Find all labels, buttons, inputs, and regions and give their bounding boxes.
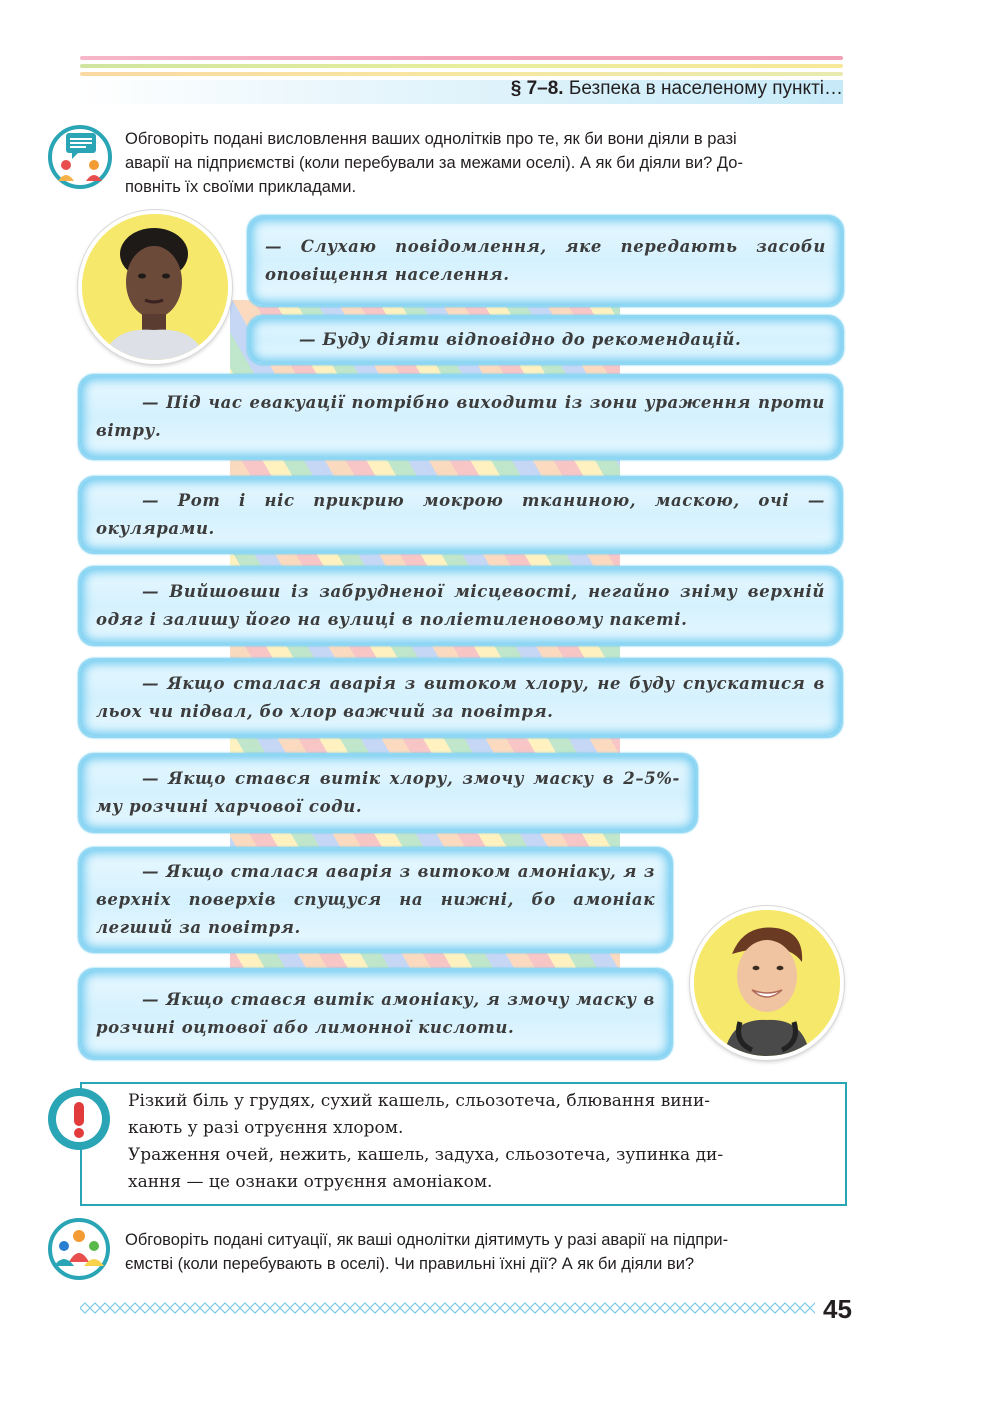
- header-stripe-yellow: [80, 72, 843, 76]
- speech-bubble: — Вийшовши із забрудненої місцевості, негайно зніму верхній одяг і залишу його на вулиці в поліетиленовому пакеті.: [78, 566, 843, 646]
- speech-bubble: — Якщо стався витік амоніаку, я змочу маску в розчині оцтової або лимонної кислоти.: [78, 968, 673, 1060]
- group-icon: [48, 1218, 110, 1280]
- girl-avatar: [78, 210, 232, 364]
- outro-line: ємстві (коли перебувають в оселі). Чи правильні їхні дії? А як би діяли ви?: [125, 1255, 695, 1273]
- intro-line: Обговоріть подані висловлення ваших однолітків про те, як би вони діяли в разі: [125, 130, 737, 148]
- exclamation-icon: [48, 1088, 110, 1150]
- warning-text: [128, 1088, 821, 1196]
- speech-bubble: — Якщо стався витік хлору, змочу маску в 2–5%-му розчині харчової соди.: [78, 753, 698, 833]
- speech-bubble: — Рот і ніс прикрию мокрою тканиною, маскою, очі — окулярами.: [78, 476, 843, 554]
- warning-line: кають у разі отруєння хлором.: [128, 1118, 404, 1138]
- intro-line: повніть їх своїми прикладами.: [125, 178, 357, 196]
- intro-paragraph: [125, 127, 845, 199]
- warning-line: Ураження очей, нежить, кашель, задуха, сльозотеча, зупинка ди-: [128, 1145, 724, 1165]
- speech-bubble: — Під час евакуації потрібно виходити із зони ураження проти вітру.: [78, 374, 843, 460]
- boy-avatar: [690, 906, 844, 1060]
- outro-line: Обговоріть подані ситуації, як ваші однолітки діятимуть у разі аварії на підпри-: [125, 1231, 729, 1249]
- speech-bubble: — Якщо сталася аварія з витоком амоніаку, я з верхніх поверхів спущуся на нижні, бо амоніак легший за повітря.: [78, 847, 673, 953]
- discussion-icon: [48, 125, 112, 189]
- speech-bubble: — Якщо сталася аварія з витоком хлору, не буду спускатися в льох чи підвал, бо хлор важчий за повітря.: [78, 658, 843, 738]
- header-stripe-green: [80, 64, 843, 68]
- section-title: Безпека в населеному пункті…: [568, 78, 843, 99]
- speech-bubble: — Слухаю повідомлення, яке передають засоби оповіщення населення.: [247, 215, 844, 307]
- exclamation-icon-inner: [56, 1096, 102, 1142]
- warning-line: Різкий біль у грудях, сухий кашель, сльозотеча, блювання вини-: [128, 1091, 711, 1111]
- section-number: § 7–8.: [510, 78, 564, 99]
- running-header: [511, 78, 843, 100]
- intro-line: аварії на підприємстві (коли перебували за межами оселі). А як би діяли ви? До-: [125, 154, 743, 172]
- page-number: 45: [823, 1294, 852, 1324]
- footer-wave-divider: [80, 1302, 815, 1314]
- header-stripe-pink: [80, 56, 843, 60]
- speech-bubble: — Буду діяти відповідно до рекомендацій.: [247, 315, 844, 365]
- outro-paragraph: [125, 1228, 845, 1276]
- warning-line: хання — це ознаки отруєння амоніаком.: [128, 1172, 493, 1192]
